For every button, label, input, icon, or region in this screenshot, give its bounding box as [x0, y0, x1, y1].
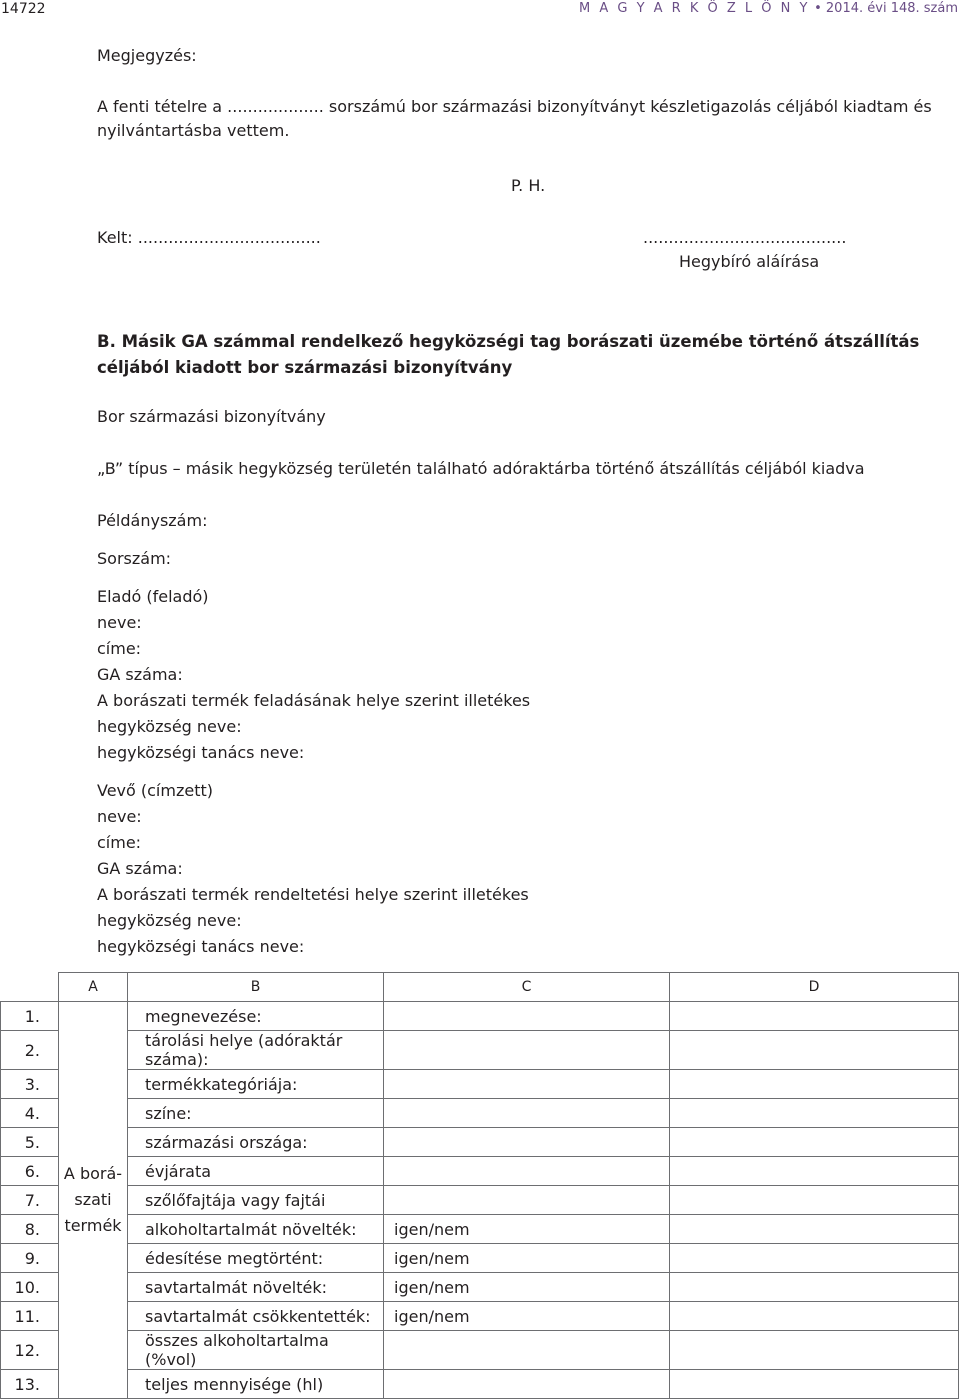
signature-label: Hegybíró aláírása: [679, 252, 820, 271]
row-number: 7.: [1, 1186, 59, 1215]
table-row: [1, 1215, 959, 1244]
note-label: Megjegyzés:: [97, 46, 197, 65]
header-separator: •: [814, 1, 822, 16]
buyer-name: neve:: [97, 807, 142, 826]
row-label: színe:: [128, 1099, 384, 1128]
row-label: összes alkoholtartalma (%vol): [128, 1331, 384, 1370]
row-value: [384, 1186, 670, 1215]
column-header-c: C: [384, 973, 670, 1002]
product-table-body: [1, 973, 959, 1399]
row-label: savtartalmát csökkentették:: [128, 1302, 384, 1331]
row-extra-cell: [670, 1331, 959, 1370]
row-value: [384, 1128, 670, 1157]
column-header-b: B: [128, 973, 384, 1002]
seller-community: hegyközség neve:: [97, 717, 242, 736]
issue-label: 2014. évi 148. szám: [825, 1, 958, 16]
row-extra-cell: [670, 1244, 959, 1273]
column-header-a: A: [59, 973, 128, 1002]
row-number: 8.: [1, 1215, 59, 1244]
column-header-d: D: [670, 973, 959, 1002]
section-title: B. Másik GA számmal rendelkező hegyközségi tag borászati üzemébe történő átszállítás céljából kiadott bor származási bizonyítvány: [97, 332, 920, 377]
row-number: 12.: [1, 1331, 59, 1370]
row-number: 10.: [1, 1273, 59, 1302]
row-number: 11.: [1, 1302, 59, 1331]
table-row: [1, 1002, 959, 1031]
row-value: igen/nem: [384, 1273, 670, 1302]
certificate-type: „B” típus – másik hegyközség területén található adóraktárba történő átszállítás céljából kiadva: [97, 459, 865, 478]
row-number: 6.: [1, 1157, 59, 1186]
seller-address: címe:: [97, 639, 142, 658]
row-value: [384, 1070, 670, 1099]
product-table: [0, 972, 959, 1399]
product-label-line: termék: [64, 1216, 122, 1235]
seller-label: Eladó (feladó): [97, 587, 209, 606]
row-number: 1.: [1, 1002, 59, 1031]
row-label: teljes mennyisége (hl): [128, 1370, 384, 1399]
row-label: évjárata: [128, 1157, 384, 1186]
product-label-line: A borá-: [63, 1164, 123, 1183]
signature-line: ........................................: [643, 228, 847, 247]
buyer-competent: A borászati termék rendeltetési helye szerint illetékes: [97, 885, 529, 904]
row-label: édesítése megtörtént:: [128, 1244, 384, 1273]
seller-ga: GA száma:: [97, 665, 183, 684]
row-extra-cell: [670, 1070, 959, 1099]
row-extra-cell: [670, 1099, 959, 1128]
table-row: [1, 1128, 959, 1157]
seller-name: neve:: [97, 613, 142, 632]
row-value: [384, 1157, 670, 1186]
row-number: 3.: [1, 1070, 59, 1099]
note-text-line1: A fenti tételre a ................... sorszámú bor származási bizonyítványt készletigazolás céljából kiadtam és: [97, 97, 932, 116]
table-row: [1, 1370, 959, 1399]
row-extra-cell: [670, 1215, 959, 1244]
row-extra-cell: [670, 1302, 959, 1331]
row-label: megnevezése:: [128, 1002, 384, 1031]
dated-line: Kelt: ....................................: [97, 228, 321, 247]
buyer-community: hegyközség neve:: [97, 911, 242, 930]
table-row: [1, 1186, 959, 1215]
buyer-address: címe:: [97, 833, 142, 852]
table-row: [1, 1031, 959, 1070]
row-value: [384, 1331, 670, 1370]
buyer-label: Vevő (címzett): [97, 781, 213, 800]
buyer-ga: GA száma:: [97, 859, 183, 878]
journal-name: M A G Y A R K Ö Z L Ö N Y: [579, 1, 810, 16]
serial-number-label: Sorszám:: [97, 549, 172, 568]
product-label-line: szati: [74, 1190, 112, 1209]
seller-council: hegyközségi tanács neve:: [97, 743, 305, 762]
table-row: [1, 1099, 959, 1128]
row-number: 4.: [1, 1099, 59, 1128]
row-number: 2.: [1, 1031, 59, 1070]
row-number: 13.: [1, 1370, 59, 1399]
table-header-row: [1, 973, 959, 1002]
seller-block: [97, 584, 530, 766]
note-text-line2: nyilvántartásba vettem.: [97, 121, 290, 140]
row-label: szőlőfajtája vagy fajtái: [128, 1186, 384, 1215]
row-value: [384, 1002, 670, 1031]
row-extra-cell: [670, 1157, 959, 1186]
row-label: termékkategóriája:: [128, 1070, 384, 1099]
stamp-label: P. H.: [511, 176, 546, 195]
row-extra-cell: [670, 1370, 959, 1399]
row-value: igen/nem: [384, 1244, 670, 1273]
row-value: igen/nem: [384, 1302, 670, 1331]
product-label-cell: [59, 1002, 128, 1399]
copy-number-label: Példányszám:: [97, 511, 208, 530]
row-extra-cell: [670, 1002, 959, 1031]
journal-header: [579, 1, 958, 16]
row-extra-cell: [670, 1186, 959, 1215]
table-row: [1, 1302, 959, 1331]
row-number: 5.: [1, 1128, 59, 1157]
buyer-block: [97, 778, 529, 960]
row-extra-cell: [670, 1273, 959, 1302]
buyer-council: hegyközségi tanács neve:: [97, 937, 305, 956]
table-row: [1, 1244, 959, 1273]
row-extra-cell: [670, 1031, 959, 1070]
row-label: tárolási helye (adóraktár száma):: [128, 1031, 384, 1070]
row-number: 9.: [1, 1244, 59, 1273]
row-label: származási országa:: [128, 1128, 384, 1157]
seller-competent: A borászati termék feladásának helye szerint illetékes: [97, 691, 531, 710]
table-row: [1, 1331, 959, 1370]
table-row: [1, 1157, 959, 1186]
header-blank-cell: [1, 973, 59, 1002]
row-value: [384, 1370, 670, 1399]
row-value: [384, 1031, 670, 1070]
table-row: [1, 1273, 959, 1302]
row-value: [384, 1099, 670, 1128]
page-number: 14722: [1, 1, 46, 17]
row-extra-cell: [670, 1128, 959, 1157]
row-value: igen/nem: [384, 1215, 670, 1244]
table-row: [1, 1070, 959, 1099]
row-label: savtartalmát növelték:: [128, 1273, 384, 1302]
row-label: alkoholtartalmát növelték:: [128, 1215, 384, 1244]
certificate-subtitle: Bor származási bizonyítvány: [97, 407, 326, 426]
